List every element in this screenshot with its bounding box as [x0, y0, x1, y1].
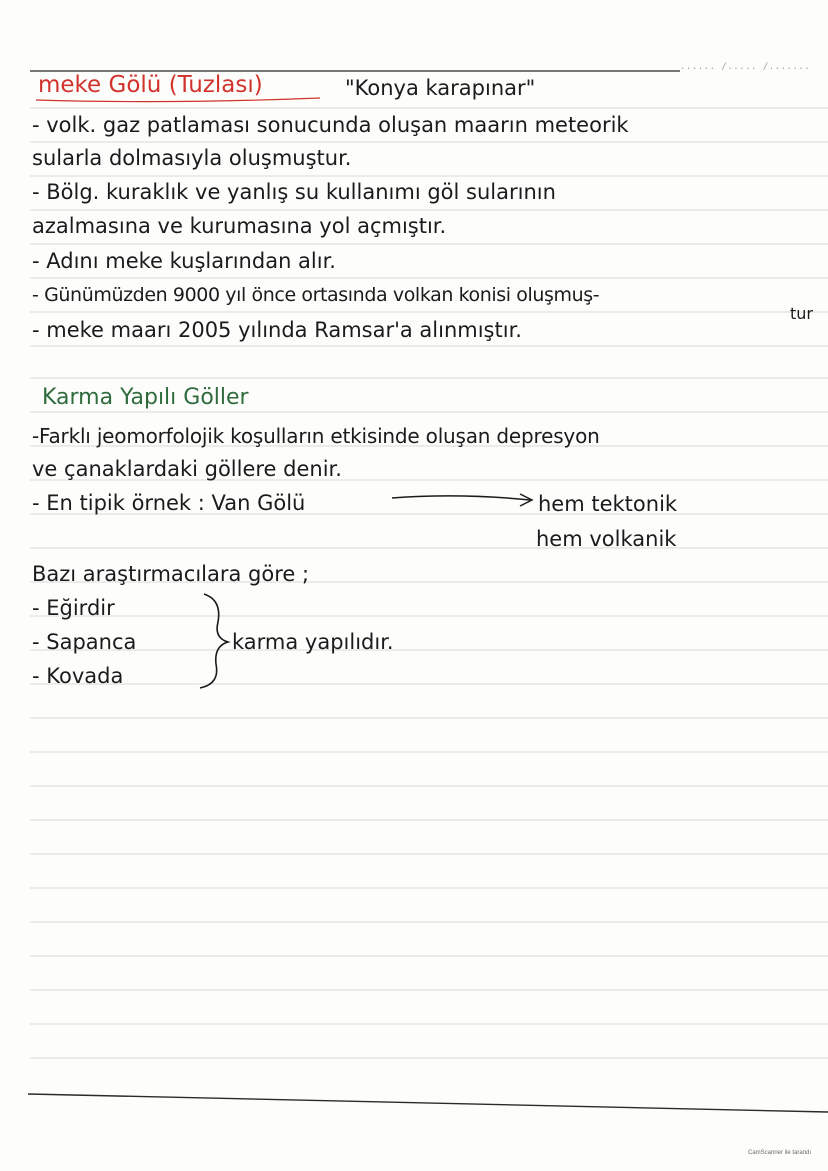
meke-line-7: - meke maarı 2005 yılında Ramsar'a alınmıştır. — [32, 318, 522, 342]
lake-item: - Eğirdir — [32, 596, 115, 620]
date-field: ...... /..... /....... — [680, 62, 811, 72]
meke-line-3: - Bölg. kuraklık ve yanlış su kullanımı göl sularının — [32, 180, 556, 204]
meke-title: meke Gölü (Tuzlası) — [38, 72, 263, 98]
van-type-1: hem tektonik — [538, 492, 678, 516]
karma-line-3: - En tipik örnek : Van Gölü — [32, 491, 306, 515]
meke-line-1: - volk. gaz patlaması sonucunda oluşan maarın meteorik — [32, 113, 629, 137]
researchers-intro: Bazı araştırmacılara göre ; — [32, 562, 310, 586]
arrow-line — [392, 496, 530, 500]
lakes-conclusion: karma yapılıdır. — [232, 630, 394, 654]
curly-brace — [200, 594, 228, 688]
lake-item: - Kovada — [32, 664, 124, 688]
meke-line-6-continued: tur — [790, 304, 813, 323]
meke-line-5: - Adını meke kuşlarından alır. — [32, 249, 336, 273]
meke-location: "Konya karapınar" — [345, 76, 536, 100]
karma-line-2: ve çanaklardaki göllere denir. — [32, 457, 342, 481]
karma-line-1: -Farklı jeomorfolojik koşulların etkisinde oluşan depresyon — [32, 424, 600, 448]
karma-title: Karma Yapılı Göller — [42, 385, 249, 410]
title-underline — [36, 98, 320, 102]
meke-line-4: azalmasına ve kurumasına yol açmıştır. — [32, 214, 447, 238]
van-type-2: hem volkanik — [536, 527, 677, 551]
meke-line-2: sularla dolmasıyla oluşmuştur. — [32, 146, 352, 170]
scanner-watermark: CamScanner ile tarandı — [748, 1150, 812, 1156]
lake-item: - Sapanca — [32, 630, 137, 654]
meke-line-6: - Günümüzden 9000 yıl önce ortasında volkan konisi oluşmuş- — [32, 284, 600, 306]
